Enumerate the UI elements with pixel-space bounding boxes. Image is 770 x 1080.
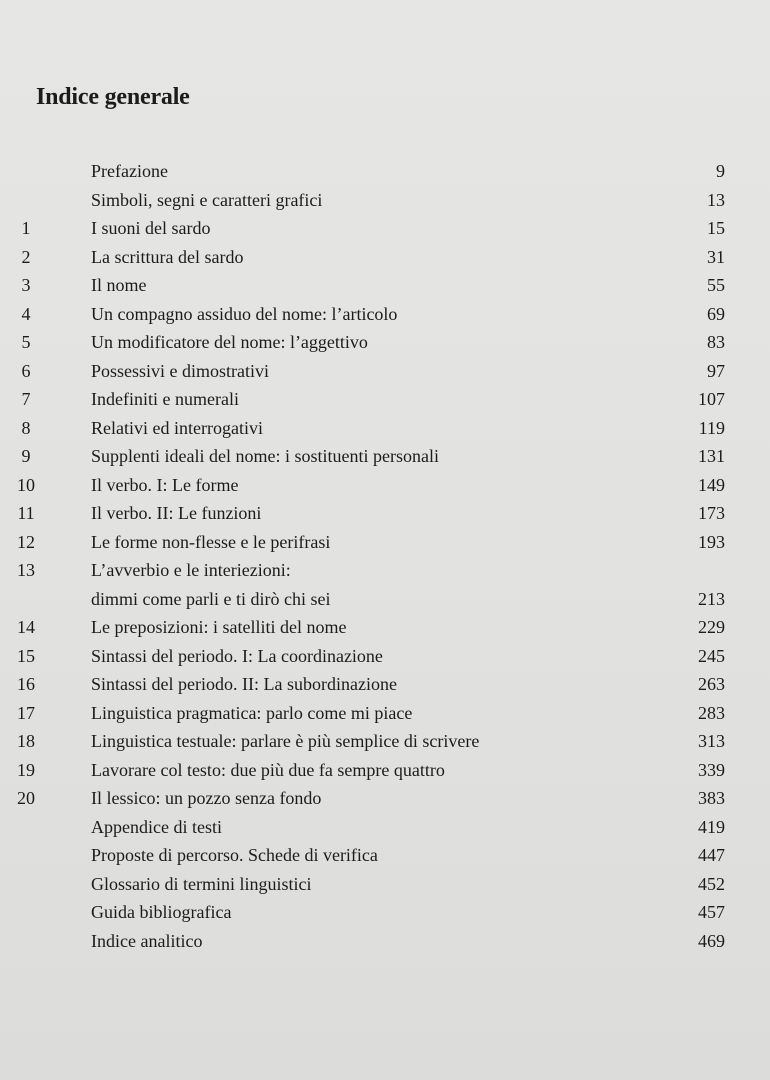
toc-entry [0, 528, 770, 557]
chapter-number: 5 [21, 332, 31, 352]
chapter-number: 19 [17, 759, 35, 780]
chapter-title: Appendice di testi [91, 816, 222, 837]
chapter-title: Il verbo. II: Le funzioni [91, 503, 262, 523]
chapter-title: Linguistica pragmatica: parlo come mi piace [91, 702, 413, 723]
chapter-title: Possessivi e dimostrativi [91, 360, 270, 381]
page-number: 383 [698, 788, 725, 808]
chapter-title: Lavorare col testo: due più due fa sempre quattro [91, 759, 445, 780]
chapter-number: 6 [21, 360, 31, 381]
table-of-contents [0, 157, 770, 955]
chapter-number: 4 [21, 303, 31, 324]
chapter-number: 16 [17, 674, 35, 694]
chapter-title: Supplenti ideali del nome: i sostituenti personali [91, 446, 439, 466]
toc-entry [0, 214, 770, 243]
chapter-title: Il nome [91, 275, 147, 295]
chapter-title: Un modificatore del nome: l’aggettivo [91, 332, 368, 352]
chapter-title: Un compagno assiduo del nome: l’articolo [91, 303, 398, 324]
chapter-number: 9 [21, 446, 31, 466]
chapter-title: Glossario di termini linguistici [91, 873, 312, 894]
page-number: 97 [707, 360, 725, 381]
page-number: 452 [698, 873, 725, 894]
chapter-number: 18 [17, 731, 35, 751]
page-number: 263 [698, 674, 725, 694]
toc-entry [0, 385, 770, 414]
chapter-title: Sintassi del periodo. II: La subordinazione [91, 674, 397, 694]
page-number: 83 [707, 332, 725, 352]
toc-entry [0, 756, 770, 785]
chapter-title: dimmi come parli e ti dirò chi sei [91, 588, 331, 609]
page-number: 213 [698, 588, 725, 609]
page-number: 55 [707, 275, 725, 295]
chapter-title: Proposte di percorso. Schede di verifica [91, 845, 378, 865]
toc-entry [0, 841, 770, 870]
page-number: 69 [707, 303, 725, 324]
chapter-number: 15 [17, 645, 35, 666]
toc-entry [0, 727, 770, 756]
chapter-title: Linguistica testuale: parlare è più semplice di scrivere [91, 731, 480, 751]
chapter-title: Le preposizioni: i satelliti del nome [91, 617, 347, 637]
page-number: 173 [698, 503, 725, 523]
chapter-number: 1 [21, 218, 31, 238]
toc-entry [0, 442, 770, 471]
chapter-number: 20 [17, 788, 35, 808]
page-number: 149 [698, 474, 725, 495]
chapter-number: 11 [17, 503, 35, 523]
chapter-title: Prefazione [91, 161, 168, 181]
chapter-title: Il verbo. I: Le forme [91, 474, 239, 495]
toc-entry [0, 328, 770, 357]
page-number: 131 [698, 446, 725, 466]
chapter-number: 14 [17, 617, 35, 637]
page-number: 9 [716, 161, 725, 181]
toc-entry [0, 642, 770, 671]
chapter-title: Indice analitico [91, 930, 203, 951]
toc-entry [0, 271, 770, 300]
chapter-number: 10 [17, 474, 35, 495]
page-number: 119 [698, 417, 725, 438]
chapter-title: Il lessico: un pozzo senza fondo [91, 788, 322, 808]
page-number: 313 [698, 731, 725, 751]
toc-entry [0, 499, 770, 528]
chapter-number: 3 [21, 275, 31, 295]
chapter-title: Relativi ed interrogativi [91, 417, 263, 438]
toc-entry [0, 613, 770, 642]
chapter-title: Guida bibliografica [91, 902, 232, 922]
toc-entry [0, 157, 770, 186]
toc-entry [0, 414, 770, 443]
chapter-title: I suoni del sardo [91, 218, 211, 238]
page-number: 31 [707, 246, 725, 267]
chapter-title: Indefiniti e numerali [91, 389, 239, 409]
chapter-title: Simboli, segni e caratteri grafici [91, 189, 323, 210]
page-number: 457 [698, 902, 725, 922]
chapter-title: Sintassi del periodo. I: La coordinazione [91, 645, 383, 666]
chapter-title: La scrittura del sardo [91, 246, 244, 267]
chapter-number: 17 [17, 702, 35, 723]
page-number: 13 [707, 189, 725, 210]
toc-entry [0, 585, 770, 614]
page-number: 193 [698, 531, 725, 552]
page-number: 245 [698, 645, 725, 666]
toc-entry [0, 699, 770, 728]
page-number: 469 [698, 930, 725, 951]
chapter-number: 2 [21, 246, 31, 267]
chapter-number: 7 [21, 389, 31, 409]
toc-entry [0, 784, 770, 813]
page-number: 447 [698, 845, 725, 865]
toc-entry [0, 357, 770, 386]
toc-entry [0, 556, 770, 585]
page-number: 15 [707, 218, 725, 238]
chapter-number: 12 [17, 531, 35, 552]
page-number: 283 [698, 702, 725, 723]
chapter-number: 8 [21, 417, 31, 438]
page-number: 107 [698, 389, 725, 409]
toc-entry [0, 813, 770, 842]
toc-entry [0, 471, 770, 500]
page-number: 229 [698, 617, 725, 637]
chapter-title: Le forme non-flesse e le perifrasi [91, 531, 331, 552]
toc-entry [0, 898, 770, 927]
toc-entry [0, 927, 770, 956]
chapter-title: L’avverbio e le interiezioni: [91, 560, 291, 580]
page-title: Indice generale [36, 84, 190, 110]
toc-entry [0, 300, 770, 329]
toc-entry [0, 243, 770, 272]
chapter-number: 13 [17, 560, 35, 580]
toc-entry [0, 870, 770, 899]
toc-entry [0, 186, 770, 215]
toc-entry [0, 670, 770, 699]
page-number: 339 [698, 759, 725, 780]
page-number: 419 [698, 816, 725, 837]
